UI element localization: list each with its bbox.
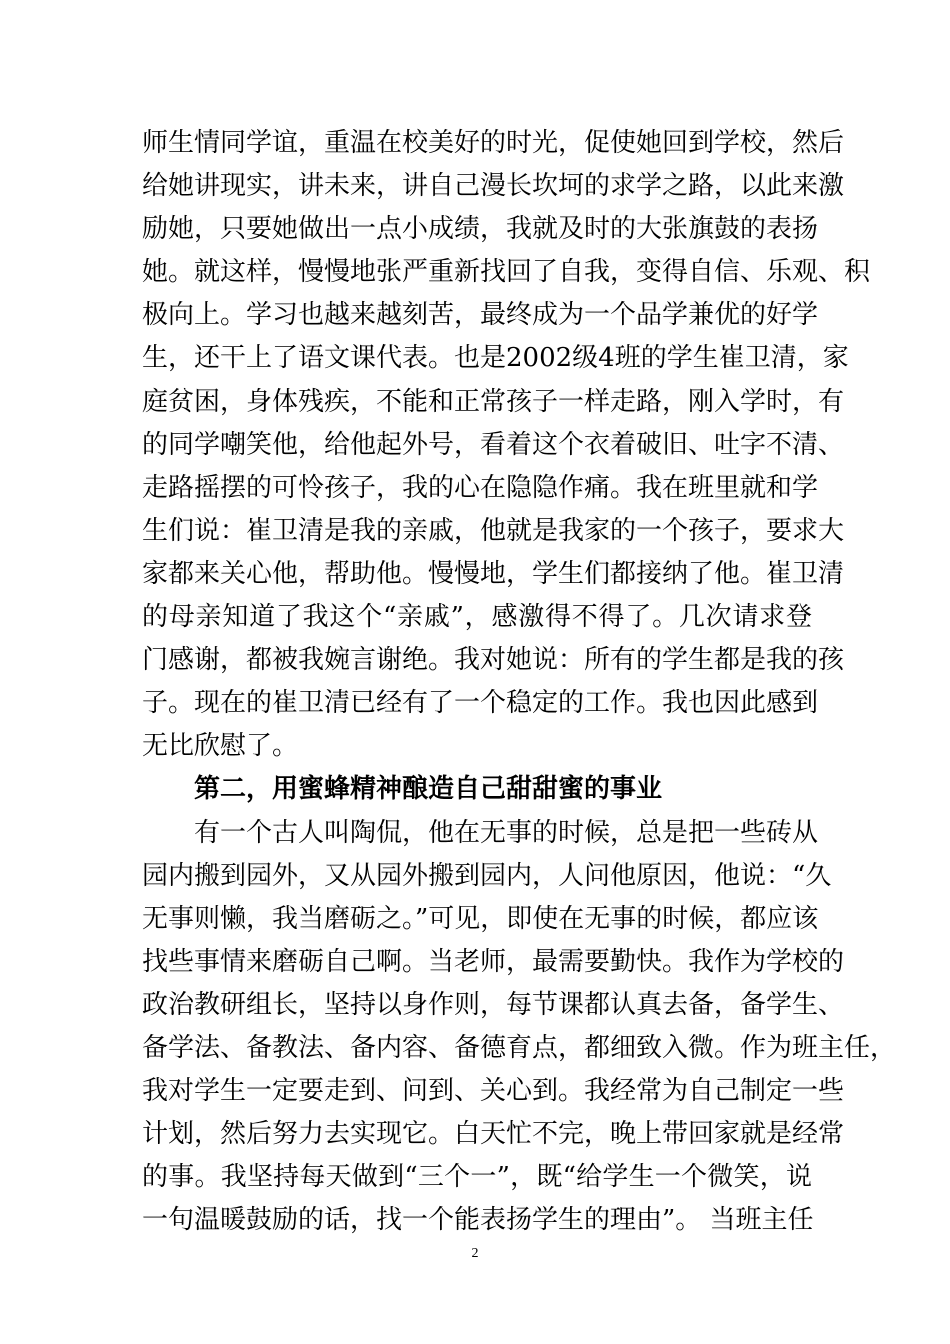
text-line: 励她，只要她做出一点小成绩，我就及时的大张旗鼓的表扬 — [142, 214, 819, 245]
text-line: 生，还干上了语文课代表。也是2002级4班的学生崔卫清，家 — [142, 343, 849, 374]
text-line: 一句温暖鼓励的话，找一个能表扬学生的理由”。 当班主任 — [142, 1205, 814, 1236]
text-line: 的事。我坚持每天做到“三个一”，既“给学生一个微笑，说 — [142, 1162, 812, 1193]
text-line: 走路摇摆的可怜孩子，我的心在隐隐作痛。我在班里就和学 — [142, 472, 819, 503]
section-heading: 第二，用蜜蜂精神酿造自己甜甜蜜的事业 — [194, 774, 663, 805]
text-line: 有一个古人叫陶侃，他在无事的时候，总是把一些砖从 — [194, 817, 819, 848]
paragraph-1 — [142, 122, 871, 768]
text-line: 庭贫困，身体残疾，不能和正常孩子一样走路，刚入学时，有 — [142, 386, 845, 417]
paragraph-2 — [142, 812, 897, 1243]
text-line: 园内搬到园外，又从园外搬到园内，人问他原因，他说：“久 — [142, 860, 832, 891]
text-line: 计划，然后努力去实现它。白天忙不完，晚上带回家就是经常 — [142, 1119, 845, 1150]
text-line: 子。现在的崔卫清已经有了一个稳定的工作。我也因此感到 — [142, 688, 819, 719]
text-line: 给她讲现实，讲未来，讲自己漫长坎坷的求学之路，以此来激 — [142, 171, 845, 202]
text-line: 门感谢，都被我婉言谢绝。我对她说：所有的学生都是我的孩 — [142, 645, 845, 676]
document-body — [142, 122, 897, 1242]
text-line: 极向上。学习也越来越刻苦，最终成为一个品学兼优的好学 — [142, 300, 819, 331]
text-line: 备学法、备教法、备内容、备德育点，都细致入微。作为班主任， — [142, 1032, 897, 1063]
text-line: 无比欣慰了。 — [142, 731, 299, 762]
text-line: 无事则懒，我当磨砺之。”可见，即使在无事的时候，都应该 — [142, 903, 819, 934]
text-line: 找些事情来磨砺自己啊。当老师，最需要勤快。我作为学校的 — [142, 946, 845, 977]
text-line: 师生情同学谊，重温在校美好的时光，促使她回到学校，然后 — [142, 128, 845, 158]
text-line: 的母亲知道了我这个“亲戚”，感激得不得了。几次请求登 — [142, 602, 812, 633]
text-line: 政治教研组长，坚持以身作则，每节课都认真去备，备学生、 — [142, 989, 845, 1020]
text-line: 我对学生一定要走到、问到、关心到。我经常为自己制定一些 — [142, 1076, 845, 1107]
page-number: 2 — [471, 1246, 479, 1261]
text-line: 生们说：崔卫清是我的亲戚，他就是我家的一个孩子，要求大 — [142, 515, 845, 546]
text-line: 的同学嘲笑他，给他起外号，看着这个衣着破旧、吐字不清、 — [142, 429, 845, 460]
text-line: 她。就这样，慢慢地张严重新找回了自我，变得自信、乐观、积 — [142, 257, 871, 288]
text-line: 家都来关心他，帮助他。慢慢地，学生们都接纳了他。崔卫清 — [142, 558, 845, 589]
